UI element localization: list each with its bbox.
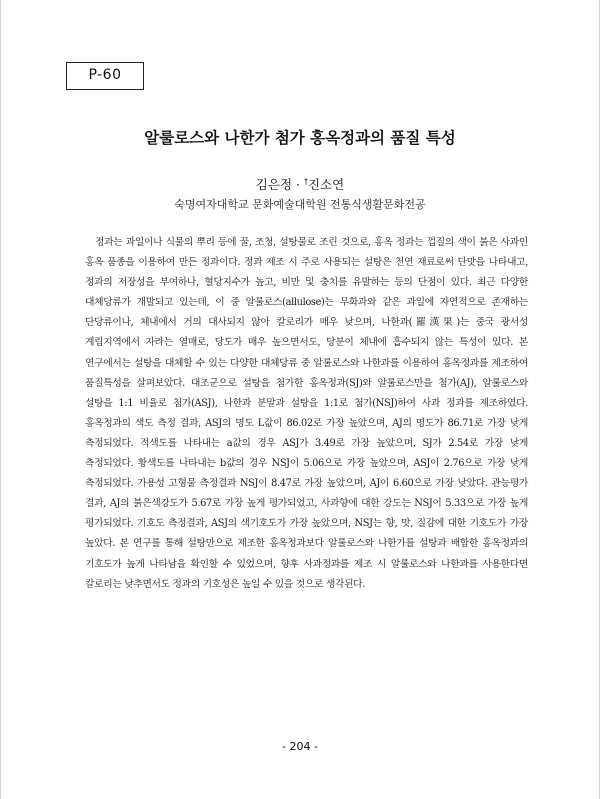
paper-title: 알룰로스와 나한가 첨가 홍옥정과의 품질 특성	[144, 129, 456, 147]
corresponding-author-mark: †	[303, 177, 308, 186]
author-line	[0, 175, 600, 193]
page-number: - 204 -	[282, 740, 318, 753]
affiliation: 숙명여자대학교 문화예술대학원 전통식생활문화전공	[174, 198, 426, 211]
author-first: 김은정 ·	[255, 177, 304, 192]
abstract-body: 정과는 과일이나 식물의 뿌리 등에 꿀, 조청, 설탕물로 조린 것으로, 홍옥 정과는 껍질의 색이 붉은 사과인 홍옥 품종을 이용하여 만든 정과이다. 정과 제조 시 주로 사용되는 설탕은 천연 재료로써 단맛을 나타내고, 정과의 저장성을 부여하나, 혈당지수가 높고, 비만 및 충치를 유발하는 등의 단점이 있다. 최근 다양한 대체당류가 개발되고 있는데, 이 중 알룰로스(allulose)는 무화과와 같은 과일에 자연적으로 존재하는 단당류이나, 체내에서 거의 대사되지 않아 칼로리가 매우 낮으며, 나한과(羅漢果)는 중국 광서성 계림지역에서 자라는 열매로, 당도가 매우 높으면서도, 당분이 체내에 흡수되지 않는 특성이 있다. 본 연구에서는 설탕을 대체할 수 있는 다양한 대체당류 중 알룰로스와 나한과를 이용하여 홍옥정과를 제조하여 품질특성을 살펴보았다. 대조군으로 설탕을 첨가한 홍옥정과(SJ)와 알룰로스만을 첨가(AJ), 알룰로스와 설탕을 1:1 비율로 첨가(ASJ), 나한과 분말과 설탕을 1:1로 첨가(NSJ)하여 사과 정과를 제조하였다. 홍옥정과의 색도 측정 결과, ASJ의 명도 L값이 86.02로 가장 높았으며, AJ의 명도가 86.71로 가장 낮게 측정되었다. 적색도를 나타내는 a값의 경우 ASJ가 3.49로 가장 높았으며, SJ가 2.54로 가장 낮게 측정되었다. 황색도를 나타내는 b값의 경우 NSJ이 5.06으로 가장 높았으며, ASJ이 2.76으로 가장 낮게 측정되었다. 가용성 고형물 측정결과 NSJ이 8.47로 가장 높았으며, AJ이 6.60으로 가장 낮았다. 관능평가 결과, AJ의 붉은색강도가 5.67로 가장 높게 평가되었고, 사과향에 대한 강도는 NSJ이 5.33으로 가장 높게 평가되었다. 기호도 측정결과, ASJ의 색기호도가 가장 높았으며, NSJ는 향, 맛, 질감에 대한 기호도가 가장 높았다. 본 연구를 통해 설탕만으로 제조한 홍옥정과보다 알룰로스와 나한가를 설탕과 배합한 홍옥정과의 기호도가 높게 나타남을 확인할 수 있었으며, 향후 사과정과를 제조 시 알룰로스와 나한과를 사용한다면 칼로리는 낮추면서도 정과의 기호성은 높일 수 있을 것으로 생각된다.	[85, 237, 528, 590]
poster-code-box: P-60	[66, 62, 144, 90]
author-second: 진소연	[307, 177, 345, 192]
